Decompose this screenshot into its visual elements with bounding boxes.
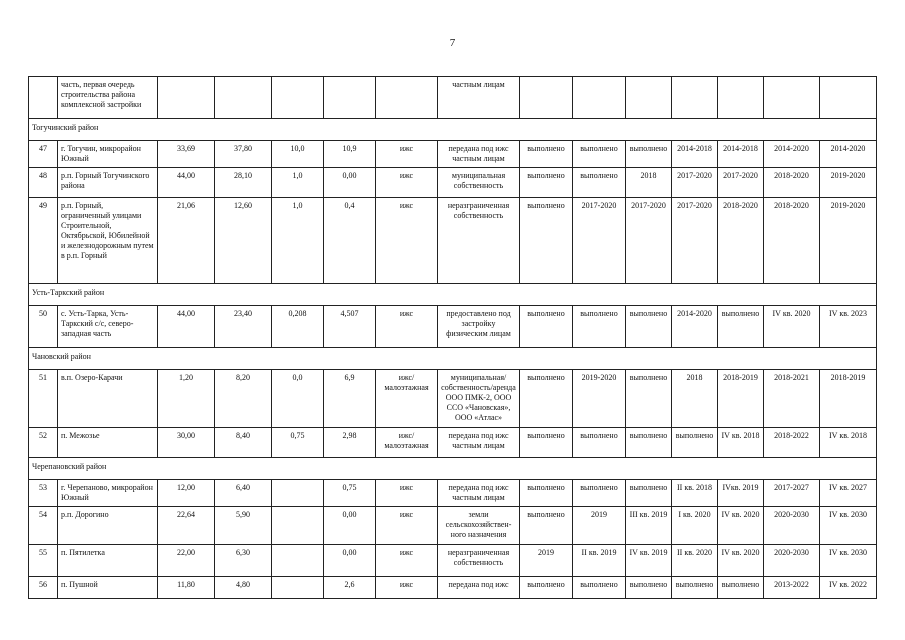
- status-cell: земли сельскохозяйствен-ного назначения: [438, 507, 520, 545]
- value-cell: 5,90: [215, 507, 272, 545]
- stage-cell: II кв. 2019: [573, 545, 626, 577]
- stage-cell: 2017-2020: [718, 168, 764, 198]
- area-name-cell: г. Черепаново, микрорайон Южный: [58, 480, 158, 507]
- value-cell: 1,0: [272, 168, 324, 198]
- table-row: [29, 577, 877, 599]
- value-cell: 12,60: [215, 198, 272, 284]
- value-cell: 10,9: [324, 141, 376, 168]
- stage-cell: выполнено: [520, 428, 573, 458]
- table-row: [29, 370, 877, 428]
- row-number-cell: 53: [29, 480, 58, 507]
- stage-cell: 2018-2020: [764, 198, 820, 284]
- value-cell: [272, 545, 324, 577]
- type-cell: ижс: [376, 168, 438, 198]
- stage-cell: выполнено: [573, 480, 626, 507]
- value-cell: 30,00: [158, 428, 215, 458]
- stage-cell: IVкв. 2019: [718, 480, 764, 507]
- stage-cell: выполнено: [520, 480, 573, 507]
- value-cell: 11,80: [158, 577, 215, 599]
- area-name-cell: п. Межозье: [58, 428, 158, 458]
- section-header-row: [29, 348, 877, 370]
- area-name-cell: в.п. Озеро-Карачи: [58, 370, 158, 428]
- value-cell: 6,30: [215, 545, 272, 577]
- stage-cell: 2014-2020: [820, 141, 877, 168]
- row-number-cell: 54: [29, 507, 58, 545]
- stage-cell: выполнено: [520, 198, 573, 284]
- stage-cell: 2018: [626, 168, 672, 198]
- stage-cell: 2017-2020: [573, 198, 626, 284]
- stage-cell: 2018-2019: [820, 370, 877, 428]
- stage-cell: 2020-2030: [764, 507, 820, 545]
- type-cell: ижс: [376, 507, 438, 545]
- table-row: [29, 77, 877, 119]
- stage-cell: IV кв. 2020: [764, 306, 820, 348]
- value-cell: 2,98: [324, 428, 376, 458]
- stage-cell: выполнено: [520, 507, 573, 545]
- stage-cell: выполнено: [626, 577, 672, 599]
- section-header-row: [29, 458, 877, 480]
- row-number-cell: 52: [29, 428, 58, 458]
- section-header-row: [29, 119, 877, 141]
- area-name-cell: р.п. Горный Тогучинского района: [58, 168, 158, 198]
- value-cell: 0,00: [324, 545, 376, 577]
- stage-cell: IV кв. 2022: [820, 577, 877, 599]
- area-name-cell: г. Тогучин, микрорайон Южный: [58, 141, 158, 168]
- stage-cell: 2013-2022: [764, 577, 820, 599]
- value-cell: [272, 577, 324, 599]
- area-name-cell: р.п. Дорогино: [58, 507, 158, 545]
- value-cell: 8,20: [215, 370, 272, 428]
- section-title: Черепановский район: [29, 458, 877, 480]
- value-cell: 1,0: [272, 198, 324, 284]
- stage-cell: 2018: [672, 370, 718, 428]
- value-cell: 0,75: [324, 480, 376, 507]
- stage-cell: 2018-2020: [718, 198, 764, 284]
- section-title: Усть-Таркский район: [29, 284, 877, 306]
- stage-cell: выполнено: [626, 370, 672, 428]
- row-number-cell: 50: [29, 306, 58, 348]
- stage-cell: I кв. 2020: [672, 507, 718, 545]
- page-number: 7: [449, 37, 456, 49]
- table-row: [29, 198, 877, 284]
- stage-cell: 2014-2018: [672, 141, 718, 168]
- value-cell: [272, 507, 324, 545]
- table-row: [29, 141, 877, 168]
- section-header-row: [29, 284, 877, 306]
- status-cell: муниципальная собственность: [438, 168, 520, 198]
- value-cell: 6,40: [215, 480, 272, 507]
- status-cell: передана под ижс частным лицам: [438, 480, 520, 507]
- stage-cell: 2017-2020: [672, 168, 718, 198]
- value-cell: 22,64: [158, 507, 215, 545]
- stage-cell: 2018-2021: [764, 370, 820, 428]
- stage-cell: выполнено: [573, 577, 626, 599]
- status-cell: частным лицам: [438, 77, 520, 119]
- stage-cell: II кв. 2018: [672, 480, 718, 507]
- stage-cell: IV кв. 2020: [718, 507, 764, 545]
- value-cell: [272, 480, 324, 507]
- stage-cell: 2019-2020: [820, 198, 877, 284]
- stage-cell: IV кв. 2020: [718, 545, 764, 577]
- area-name-cell: п. Пятилетка: [58, 545, 158, 577]
- stage-cell: 2019: [520, 545, 573, 577]
- value-cell: 28,10: [215, 168, 272, 198]
- type-cell: ижс: [376, 480, 438, 507]
- row-number-cell: 56: [29, 577, 58, 599]
- table-row: [29, 428, 877, 458]
- stage-cell: 2019: [573, 507, 626, 545]
- stage-cell: выполнено: [573, 168, 626, 198]
- value-cell: 0,208: [272, 306, 324, 348]
- stage-cell: выполнено: [672, 428, 718, 458]
- status-cell: предоставлено под застройку физическим лицам: [438, 306, 520, 348]
- housing-areas-table: [28, 76, 877, 599]
- value-cell: 12,00: [158, 480, 215, 507]
- stage-cell: 2018-2019: [718, 370, 764, 428]
- value-cell: 37,80: [215, 141, 272, 168]
- stage-cell: 2018-2020: [764, 168, 820, 198]
- stage-cell: выполнено: [626, 480, 672, 507]
- type-cell: ижс/малоэтажная: [376, 428, 438, 458]
- stage-cell: 2014-2020: [764, 141, 820, 168]
- row-number-cell: 51: [29, 370, 58, 428]
- stage-cell: IV кв. 2018: [718, 428, 764, 458]
- stage-cell: выполнено: [520, 577, 573, 599]
- stage-cell: 2014-2020: [672, 306, 718, 348]
- table-row: [29, 168, 877, 198]
- section-title: Тогучинский район: [29, 119, 877, 141]
- value-cell: 2,6: [324, 577, 376, 599]
- stage-cell: 2019-2020: [820, 168, 877, 198]
- table-row: [29, 507, 877, 545]
- status-cell: муниципальная/ собственность/аренда ООО ПМК-2, ООО ССО «Чановская», ООО «Атлас»: [438, 370, 520, 428]
- section-title: Чановский район: [29, 348, 877, 370]
- area-name-cell: с. Усть-Тарка, Усть-Таркский с/с, северо-западная часть: [58, 306, 158, 348]
- area-name-cell: п. Пушной: [58, 577, 158, 599]
- type-cell: ижс: [376, 545, 438, 577]
- table-row: [29, 480, 877, 507]
- type-cell: ижс: [376, 198, 438, 284]
- type-cell: ижс/малоэтажная: [376, 370, 438, 428]
- table-row: [29, 306, 877, 348]
- area-name-cell: часть, первая очередь строительства района комплексной застройки: [58, 77, 158, 119]
- status-cell: передана под ижс частным лицам: [438, 428, 520, 458]
- value-cell: 0,4: [324, 198, 376, 284]
- stage-cell: 2018-2022: [764, 428, 820, 458]
- status-cell: передана под ижс частным лицам: [438, 141, 520, 168]
- type-cell: ижс: [376, 306, 438, 348]
- stage-cell: 2017-2027: [764, 480, 820, 507]
- row-number-cell: [29, 77, 58, 119]
- value-cell: 22,00: [158, 545, 215, 577]
- stage-cell: IV кв. 2027: [820, 480, 877, 507]
- value-cell: 1,20: [158, 370, 215, 428]
- value-cell: 6,9: [324, 370, 376, 428]
- value-cell: 21,06: [158, 198, 215, 284]
- value-cell: 10,0: [272, 141, 324, 168]
- stage-cell: IV кв. 2019: [626, 545, 672, 577]
- stage-cell: 2017-2020: [672, 198, 718, 284]
- stage-cell: выполнено: [573, 306, 626, 348]
- stage-cell: IV кв. 2030: [820, 545, 877, 577]
- value-cell: 0,75: [272, 428, 324, 458]
- stage-cell: выполнено: [718, 306, 764, 348]
- stage-cell: IV кв. 2023: [820, 306, 877, 348]
- type-cell: ижс: [376, 577, 438, 599]
- value-cell: 0,0: [272, 370, 324, 428]
- stage-cell: IV кв. 2030: [820, 507, 877, 545]
- row-number-cell: 47: [29, 141, 58, 168]
- value-cell: 4,80: [215, 577, 272, 599]
- stage-cell: 2019-2020: [573, 370, 626, 428]
- status-cell: неразграниченная собственность: [438, 198, 520, 284]
- value-cell: 44,00: [158, 306, 215, 348]
- table-row: [29, 545, 877, 577]
- type-cell: ижс: [376, 141, 438, 168]
- status-cell: неразграниченная собственность: [438, 545, 520, 577]
- stage-cell: выполнено: [626, 428, 672, 458]
- stage-cell: выполнено: [520, 141, 573, 168]
- stage-cell: выполнено: [573, 428, 626, 458]
- area-name-cell: р.п. Горный, ограниченный улицами Строительной, Октябрьской, Юбилейной и железнодорожным путем в р.п. Горный: [58, 198, 158, 284]
- status-cell: передана под ижс: [438, 577, 520, 599]
- row-number-cell: 55: [29, 545, 58, 577]
- stage-cell: выполнено: [672, 577, 718, 599]
- value-cell: 44,00: [158, 168, 215, 198]
- stage-cell: выполнено: [520, 306, 573, 348]
- stage-cell: выполнено: [626, 306, 672, 348]
- row-number-cell: 49: [29, 198, 58, 284]
- stage-cell: выполнено: [520, 370, 573, 428]
- value-cell: 4,507: [324, 306, 376, 348]
- stage-cell: IV кв. 2018: [820, 428, 877, 458]
- row-number-cell: 48: [29, 168, 58, 198]
- stage-cell: 2017-2020: [626, 198, 672, 284]
- value-cell: 8,40: [215, 428, 272, 458]
- stage-cell: III кв. 2019: [626, 507, 672, 545]
- value-cell: 0,00: [324, 168, 376, 198]
- stage-cell: выполнено: [626, 141, 672, 168]
- value-cell: 0,00: [324, 507, 376, 545]
- stage-cell: выполнено: [718, 577, 764, 599]
- stage-cell: 2014-2018: [718, 141, 764, 168]
- stage-cell: выполнено: [573, 141, 626, 168]
- value-cell: 33,69: [158, 141, 215, 168]
- stage-cell: выполнено: [520, 168, 573, 198]
- value-cell: 23,40: [215, 306, 272, 348]
- stage-cell: II кв. 2020: [672, 545, 718, 577]
- stage-cell: 2020-2030: [764, 545, 820, 577]
